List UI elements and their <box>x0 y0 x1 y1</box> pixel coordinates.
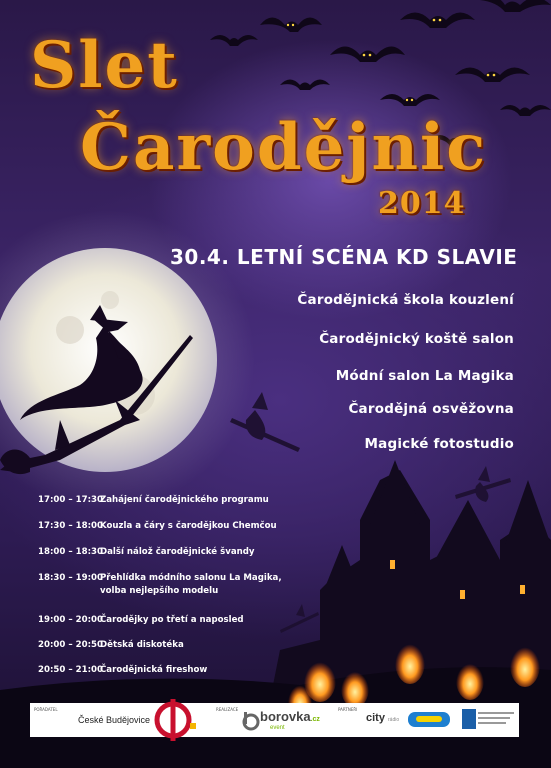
schedule-desc: Další nálož čarodějnické švandy <box>100 547 255 557</box>
venue-date: 30.4. LETNÍ SCÉNA KD SLAVIE <box>170 245 518 269</box>
logo-accent-square <box>190 723 196 729</box>
schedule-desc <box>100 572 282 598</box>
partners-bar <box>30 703 519 737</box>
attraction-item: Čarodějná osvěžovna <box>348 401 514 417</box>
partner1-suffix: rádio <box>388 717 400 723</box>
partner3-text-line <box>478 717 510 719</box>
realizer-sub: event <box>270 725 285 731</box>
title-carodejnic: Čarodějnic <box>80 110 488 185</box>
partner3-text-line <box>478 712 514 714</box>
bat-eyes <box>287 19 496 102</box>
schedule-row <box>38 546 358 559</box>
partners-label: PARTNEŘI <box>338 707 358 712</box>
schedule-desc: Zahájení čarodějnického programu <box>100 495 269 505</box>
schedule-row <box>38 520 358 533</box>
schedule-row <box>38 664 358 677</box>
schedule-desc: Kouzla a čáry s čarodějkou Chemčou <box>100 521 277 531</box>
schedule-desc: Dětská diskotéka <box>100 640 184 650</box>
realizer-name-text: borovka <box>260 709 311 724</box>
realizer-suffix: .cz <box>310 716 320 723</box>
organizer-label: POŘADATEL <box>34 707 58 712</box>
borovka-logo-icon <box>242 710 260 732</box>
schedule-desc-line: Přehlídka módního salonu La Magika, <box>100 573 282 583</box>
schedule-time: 20:00 – 20:50 <box>38 640 103 650</box>
schedule-time: 18:00 – 18:30 <box>38 547 103 557</box>
schedule-time: 17:30 – 18:00 <box>38 521 103 531</box>
schedule-time: 20:50 – 21:00 <box>38 665 103 675</box>
attraction-item: Čarodějnický koště salon <box>319 331 514 347</box>
realizer-name <box>260 709 320 724</box>
schedule-desc: Čarodějky po třetí a naposled <box>100 615 244 625</box>
schedule-time: 18:30 – 19:00 <box>38 573 103 583</box>
attraction-item: Čarodějnická škola kouzlení <box>297 292 514 308</box>
partner1-name: city <box>366 712 385 724</box>
schedule-row <box>38 572 358 598</box>
title-year: 2014 <box>378 186 466 221</box>
schedule-time: 19:00 – 20:00 <box>38 615 103 625</box>
schedule-time: 17:00 – 17:30 <box>38 495 103 505</box>
realization-label: REALIZACE <box>216 707 239 712</box>
schedule-row <box>38 614 358 627</box>
small-witch-icon-2 <box>455 466 511 502</box>
schedule-row <box>38 494 358 507</box>
partner3-logo-icon <box>462 709 476 729</box>
schedule-row <box>38 639 358 652</box>
partner3-text-line <box>478 722 506 724</box>
partner2-logo-accent <box>416 716 442 722</box>
attraction-item: Magické fotostudio <box>364 436 514 452</box>
schedule-desc-line: volba nejlepšího modelu <box>100 586 219 596</box>
schedule-desc: Čarodějnická fireshow <box>100 665 208 675</box>
attraction-item: Módní salon La Magika <box>335 368 514 384</box>
city-logo-icon <box>150 697 196 743</box>
organizer-name: České Budějovice <box>78 715 151 725</box>
title-slet: Slet <box>30 28 179 103</box>
